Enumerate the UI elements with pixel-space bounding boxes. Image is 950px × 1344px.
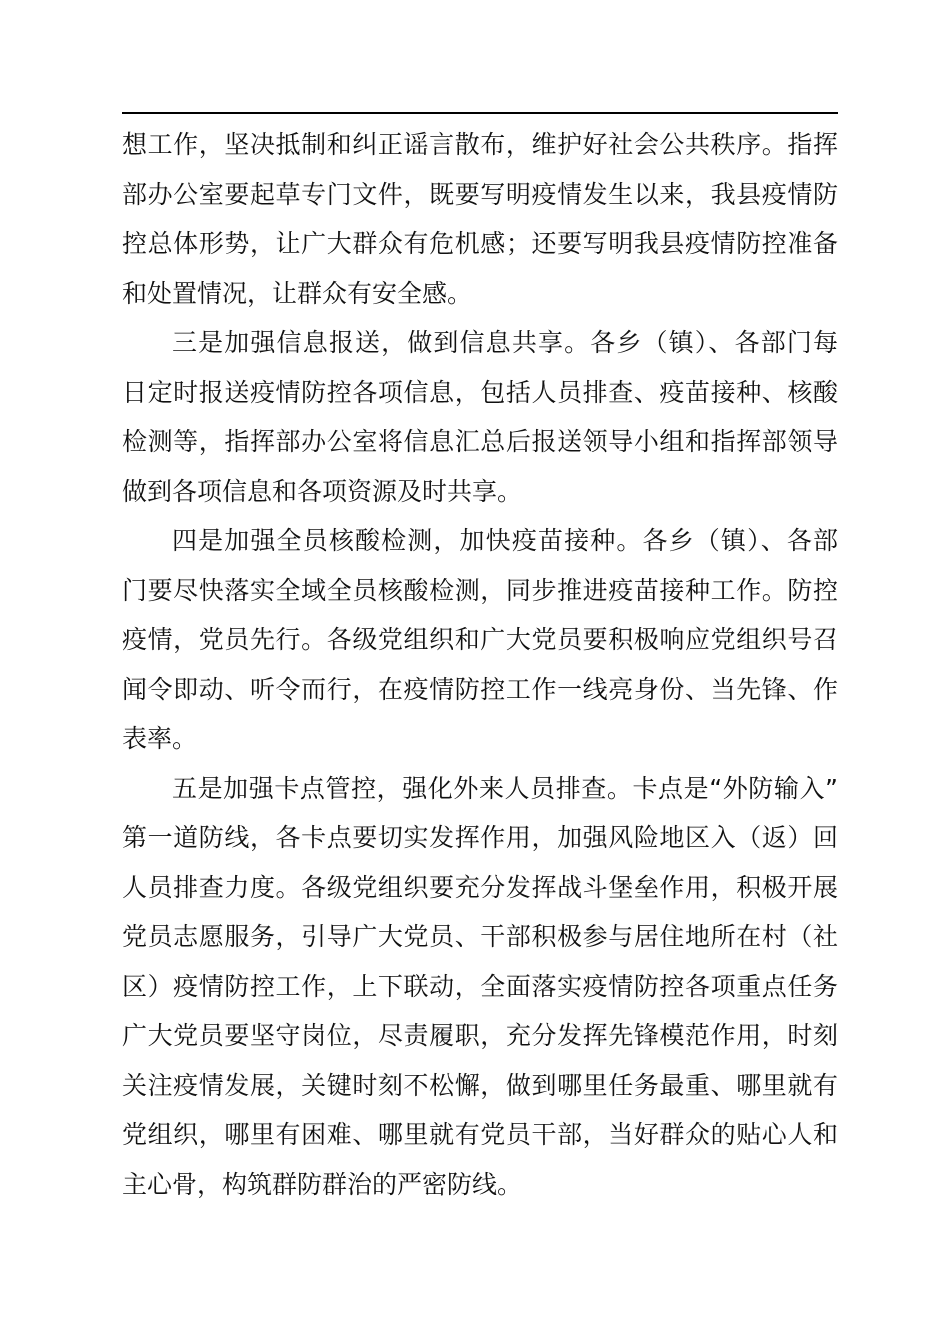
paragraph-4 (122, 764, 838, 1210)
text-line: 门要尽快落实全域全员核酸检测，同步推进疫苗接种工作。防控 (122, 575, 838, 605)
paragraph-1 (122, 120, 838, 318)
text-line: 想工作，坚决抵制和纠正谣言散布，维护好社会公共秩序。指挥 (122, 130, 838, 159)
text-line: 日定时报送疫情防控各项信息，包括人员排查、疫苗接种、核酸 (122, 377, 838, 407)
text-line: 区）疫情防控工作，上下联动，全面落实疫情防控各项重点任务 (122, 971, 838, 1001)
text-line: 做到各项信息和各项资源及时共享。 (122, 476, 523, 506)
text-line: 四是加强全员核酸检测，加快疫苗接种。各乡（镇）、各部 (172, 526, 838, 555)
paragraph-2 (122, 318, 838, 516)
text-line: 检测等，指挥部办公室将信息汇总后报送领导小组和指挥部领导 (122, 427, 838, 456)
text-line: 疫情，党员先行。各级党组织和广大党员要积极响应党组织号召 (122, 625, 838, 654)
text-line: 人员排查力度。各级党组织要充分发挥战斗堡垒作用，积极开展 (122, 872, 838, 902)
text-line: 部办公室要起草专门文件，既要写明疫情发生以来，我县疫情防 (122, 179, 838, 209)
text-line: 控总体形势，让广大群众有危机感；还要写明我县疫情防控准备 (122, 229, 838, 258)
text-line: 主心骨，构筑群防群治的严密防线。 (122, 1169, 523, 1199)
body-text (122, 120, 838, 1209)
text-line: 和处置情况，让群众有安全感。 (122, 278, 473, 308)
text-line: 表率。 (122, 724, 198, 753)
text-line: 第一道防线，各卡点要切实发挥作用，加强风险地区入（返）回 (122, 823, 838, 852)
header-rule (122, 112, 838, 114)
text-line: 党组织，哪里有困难、哪里就有党员干部，当好群众的贴心人和 (122, 1120, 838, 1149)
text-line: 党员志愿服务，引导广大党员、干部积极参与居住地所在村（社 (122, 922, 838, 951)
text-line: 三是加强信息报送，做到信息共享。各乡（镇）、各部门每 (172, 328, 838, 357)
paragraph-3 (122, 516, 838, 764)
text-line: 五是加强卡点管控，强化外来人员排查。卡点是“外防输入” (172, 773, 838, 803)
text-line: 闻令即动、听令而行，在疫情防控工作一线亮身份、当先锋、作 (122, 674, 838, 704)
text-line: 广大党员要坚守岗位，尽责履职，充分发挥先锋模范作用，时刻 (122, 1021, 838, 1050)
text-line: 关注疫情发展，关键时刻不松懈，做到哪里任务最重、哪里就有 (122, 1070, 838, 1100)
